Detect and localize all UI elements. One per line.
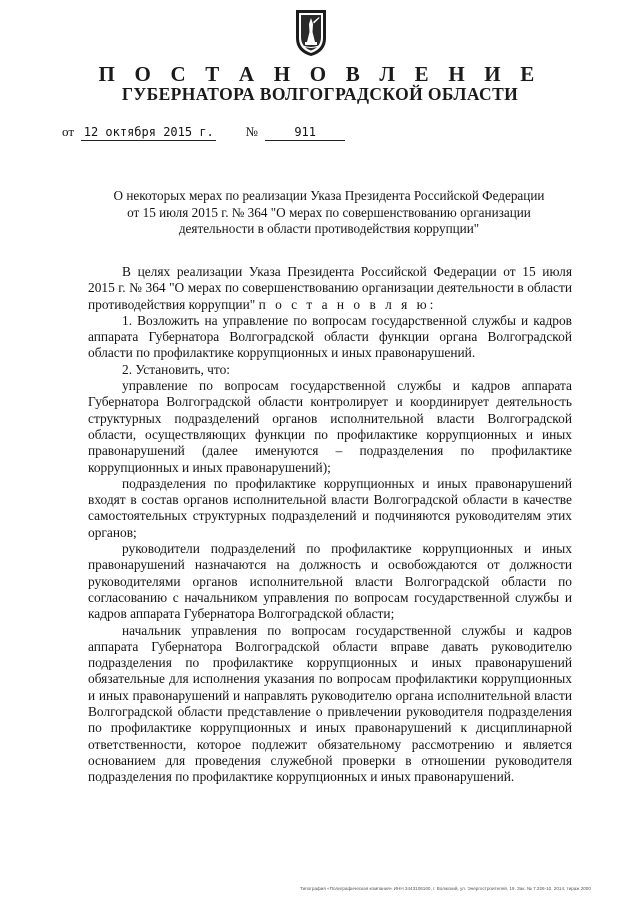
volgograd-coat-of-arms-icon (294, 8, 328, 58)
body-paragraph: руководители подразделений по профилактике коррупционных и иных правонарушений назначаются на должность и освобождаются от должности руководителями органов исполнительной власти Волгоградской области по согласованию с начальником управления по вопросам государственной службы и кадров аппарата Губернатора Волгоградской области; (88, 541, 572, 622)
body-paragraph: 2. Установить, что: (122, 361, 230, 377)
subject-line: деятельности в области противодействия коррупции" (178, 221, 480, 236)
document-subject (84, 188, 574, 238)
number-field: 911 (265, 125, 345, 141)
number-label: № (245, 124, 258, 139)
preamble-paragraph (88, 264, 572, 313)
decree-word: п о с т а н о в л я ю: (258, 296, 437, 312)
preamble-text: В целях реализации Указа Президента Российской Федерации от 15 июля 2015 г. № 364 "О мерах по совершенствованию организации деятельности в области противодействия коррупции" (88, 264, 572, 312)
dateline (62, 124, 345, 141)
document-title: П О С Т А Н О В Л Е Н И Е (98, 62, 542, 86)
document-subtitle: ГУБЕРНАТОРА ВОЛГОГРАДСКОЙ ОБЛАСТИ (121, 84, 519, 104)
date-label: от (62, 124, 75, 139)
print-imprint: Типография «Полиграфическая компания» ИНН 3443106160, г. Волжский, ул. Энергостроителей, 19. Зак. № 7.326-10. 2014, тираж 2000 (300, 886, 591, 891)
body-paragraph: 1. Возложить на управление по вопросам государственной службы и кадров аппарата Губернатора Волгоградской области функции органа Волгоградской области по профилактике коррупционных и иных правонарушений. (88, 312, 572, 361)
subject-line: от 15 июля 2015 г. № 364 "О мерах по совершенствованию организации (127, 204, 531, 220)
document-body (88, 264, 572, 786)
subject-line: О некоторых мерах по реализации Указа Президента Российской Федерации (113, 188, 545, 203)
body-paragraph: управление по вопросам государственной службы и кадров аппарата Губернатора Волгоградской области контролирует и координирует деятельность структурных подразделений органов исполнительной власти Волгоградской области, осуществляющих функции по профилактике коррупционных и иных правонарушений (далее именуются – подразделения по профилактике коррупционных и иных правонарушений); (88, 378, 572, 475)
body-paragraph: начальник управления по вопросам государственной службы и кадров аппарата Губернатора Волгоградской области вправе давать руководителю подразделения по профилактике коррупционных и иных правонарушений обязательные для исполнения указания по вопросам профилактики коррупционных и иных правонарушений и направлять руководителю органа исполнительной власти Волгоградской области представление о привлечении руководителя подразделения по профилактике коррупционных и иных правонарушений к дисциплинарной ответственности, которое подлежит обязательному рассмотрению и является основанием для проведения служебной проверки в отношении руководителя подразделения по профилактике коррупционных и иных правонарушений. (88, 622, 572, 785)
body-paragraph: подразделения по профилактике коррупционных и иных правонарушений входят в состав органов исполнительной власти Волгоградской области в качестве самостоятельных структурных подразделений и подчиняются руководителям этих органов; (88, 475, 572, 540)
date-field: 12 октября 2015 г. (81, 125, 216, 141)
